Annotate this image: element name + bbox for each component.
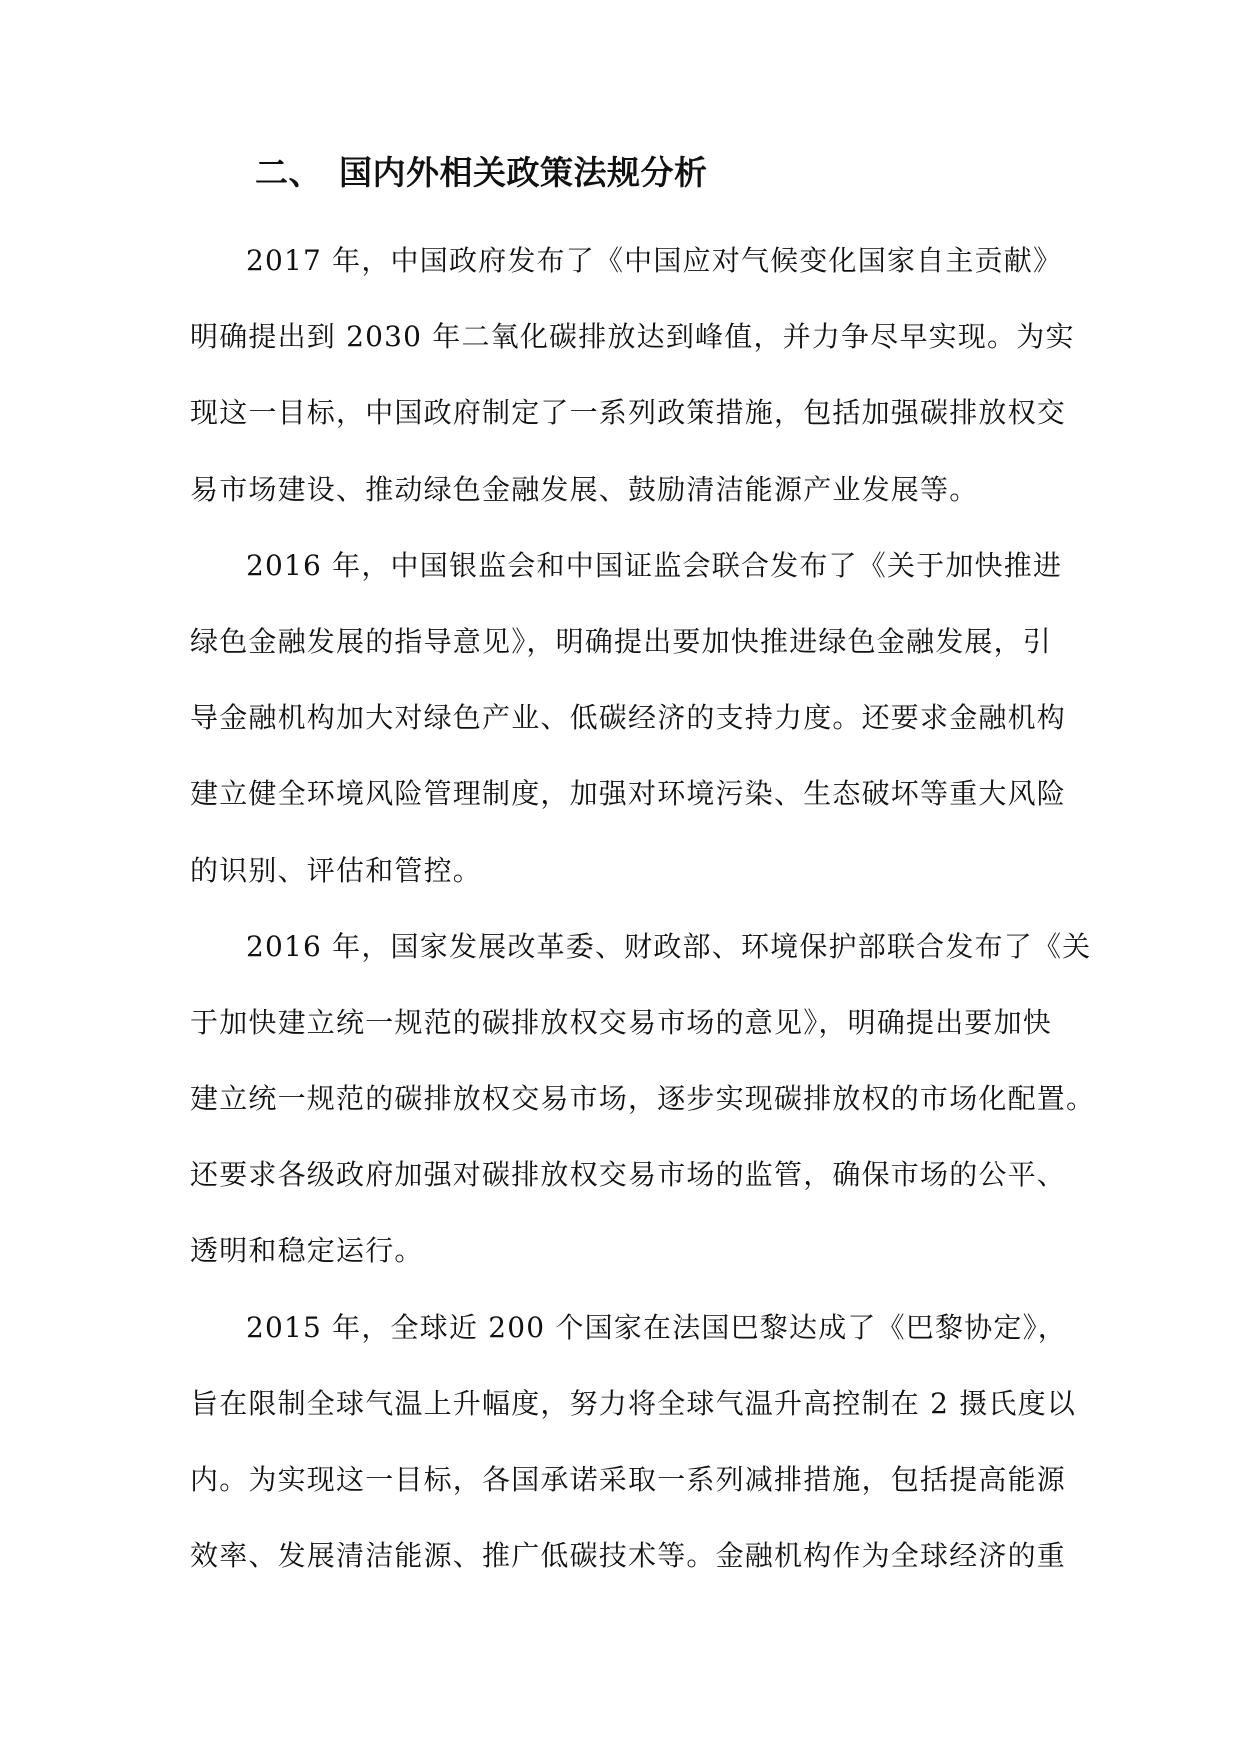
paragraph-2015-paris (190, 1290, 1077, 1595)
text-line: 还要求各级政府加强对碳排放权交易市场的监管，确保市场的公平、 (190, 1158, 1067, 1192)
text-line: 2017 年，中国政府发布了《中国应对气候变化国家自主贡献》 (246, 244, 1063, 277)
section-heading (255, 150, 708, 196)
text-line: 透明和稳定运行。 (190, 1234, 424, 1268)
section-title: 国内外相关政策法规分析 (339, 153, 708, 192)
text-line: 建立统一规范的碳排放权交易市场，逐步实现碳排放权的市场化配置。 (190, 1082, 1096, 1116)
text-line: 内。为实现这一目标，各国承诺采取一系列减排措施，包括提高能源 (190, 1463, 1067, 1496)
paragraph-2016-green-finance (190, 528, 1070, 909)
text-line: 2016 年，国家发展改革委、财政部、环境保护部联合发布了《关 (246, 929, 1092, 963)
text-line: 效率、发展清洁能源、推广低碳技术等。金融机构作为全球经济的重 (190, 1539, 1067, 1573)
section-number: 二、 (255, 153, 322, 192)
text-line: 2015 年，全球近 200 个国家在法国巴黎达成了《巴黎协定》， (246, 1310, 1068, 1344)
text-line: 明确提出到 2030 年二氧化碳排放达到峰值，并力争尽早实现。为实 (190, 320, 1075, 354)
text-line: 的识别、评估和管控。 (190, 853, 483, 887)
document-body (190, 223, 1096, 1594)
paragraph-2017-ndc (190, 223, 1075, 528)
text-line: 建立健全环境风险管理制度，加强对环境污染、生态破坏等重大风险 (190, 777, 1067, 811)
text-line: 于加快建立统一规范的碳排放权交易市场的意见》，明确提出要加快 (190, 1005, 1053, 1039)
text-line: 绿色金融发展的指导意见》，明确提出要加快推进绿色金融发展，引 (190, 624, 1053, 658)
text-line: 现这一目标，中国政府制定了一系列政策措施，包括加强碳排放权交 (190, 396, 1067, 430)
text-line: 导金融机构加大对绿色产业、低碳经济的支持力度。还要求金融机构 (190, 701, 1067, 735)
paragraph-2016-carbon-market (190, 909, 1096, 1290)
text-line: 易市场建设、推动绿色金融发展、鼓励清洁能源产业发展等。 (190, 472, 979, 506)
text-line: 旨在限制全球气温上升幅度，努力将全球气温升高控制在 2 摄氏度以 (190, 1386, 1077, 1420)
text-line: 2016 年，中国银监会和中国证监会联合发布了《关于加快推进 (246, 548, 1063, 582)
